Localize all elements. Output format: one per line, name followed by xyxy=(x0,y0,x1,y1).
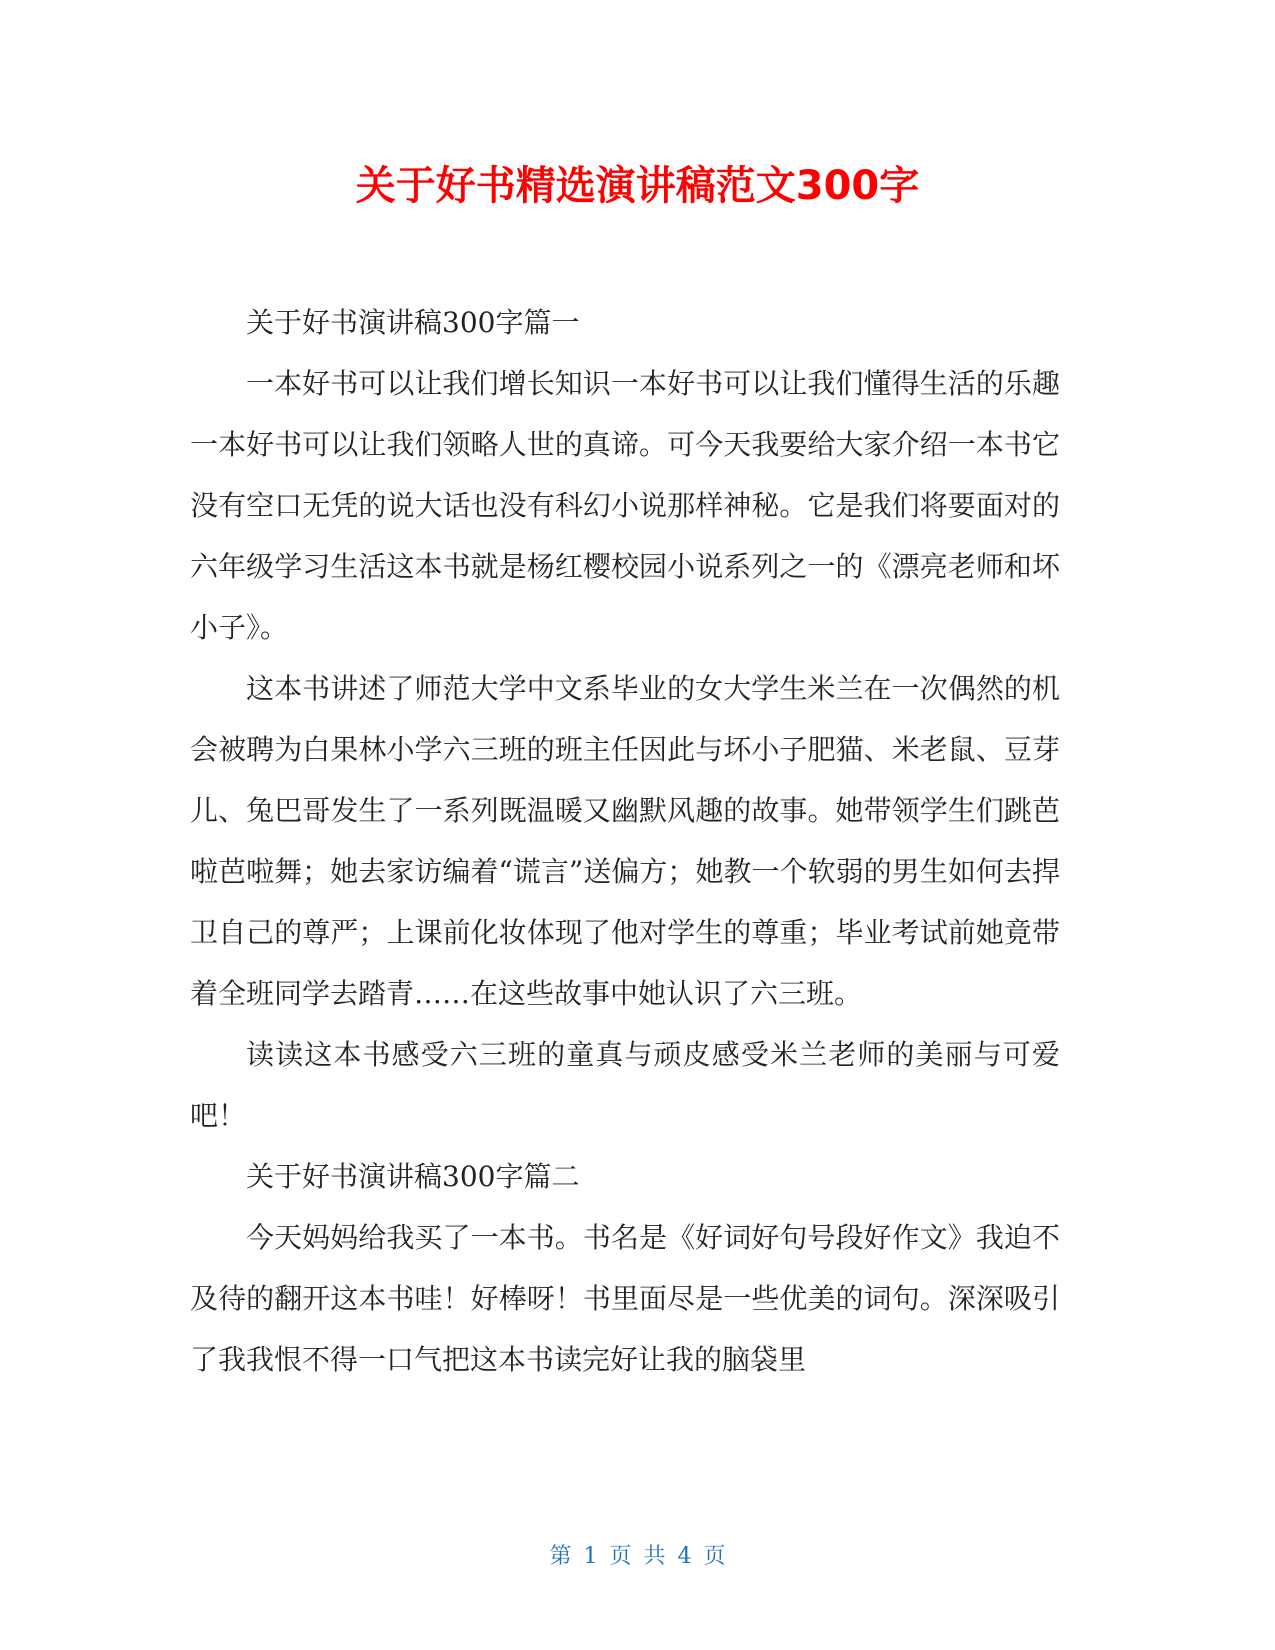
document-title: 关于好书精选演讲稿范文300字 xyxy=(355,163,920,209)
body-paragraph: 今天妈妈给我买了一本书。书名是《好词好句号段好作文》我迫不及待的翻开这本书哇！好棒呀！书里面尽是一些优美的词句。深深吸引了我我恨不得一口气把这本书读完好让我的脑袋里 xyxy=(190,1221,1060,1376)
body-paragraph: 一本好书可以让我们增长知识一本好书可以让我们懂得生活的乐趣一本好书可以让我们领略人世的真谛。可今天我要给大家介绍一本书它没有空口无凭的说大话也没有科幻小说那样神秘。它是我们将要面对的六年级学习生活这本书就是杨红樱校园小说系列之一的《漂亮老师和坏小子》。 xyxy=(190,367,1060,644)
footer-total-label: 共 xyxy=(643,1544,666,1569)
body-paragraph: 读读这本书感受六三班的童真与顽皮感受米兰老师的美丽与可爱吧！ xyxy=(190,1038,1060,1132)
page-number-footer xyxy=(0,1542,1275,1572)
section-heading-2: 关于好书演讲稿300字篇二 xyxy=(246,1160,580,1193)
footer-page-label: 第 xyxy=(549,1544,572,1569)
body-paragraph: 这本书讲述了师范大学中文系毕业的女大学生米兰在一次偶然的机会被聘为白果林小学六三班的班主任因此与坏小子肥猫、米老鼠、豆芽儿、兔巴哥发生了一系列既温暖又幽默风趣的故事。她带领学生们跳芭啦芭啦舞；她去家访编着“谎言”送偏方；她教一个软弱的男生如何去捍卫自己的尊严；上课前化妆体现了他对学生的尊重；毕业考试前她竟带着全班同学去踏青……在这些故事中她认识了六三班。 xyxy=(190,672,1060,1010)
document-body xyxy=(190,292,1060,1390)
footer-page-unit: 页 xyxy=(609,1544,632,1569)
section-heading-1: 关于好书演讲稿300字篇一 xyxy=(246,306,580,339)
footer-total-pages: 4 xyxy=(677,1544,692,1569)
footer-current-page: 1 xyxy=(583,1544,598,1569)
footer-total-unit: 页 xyxy=(703,1544,726,1569)
